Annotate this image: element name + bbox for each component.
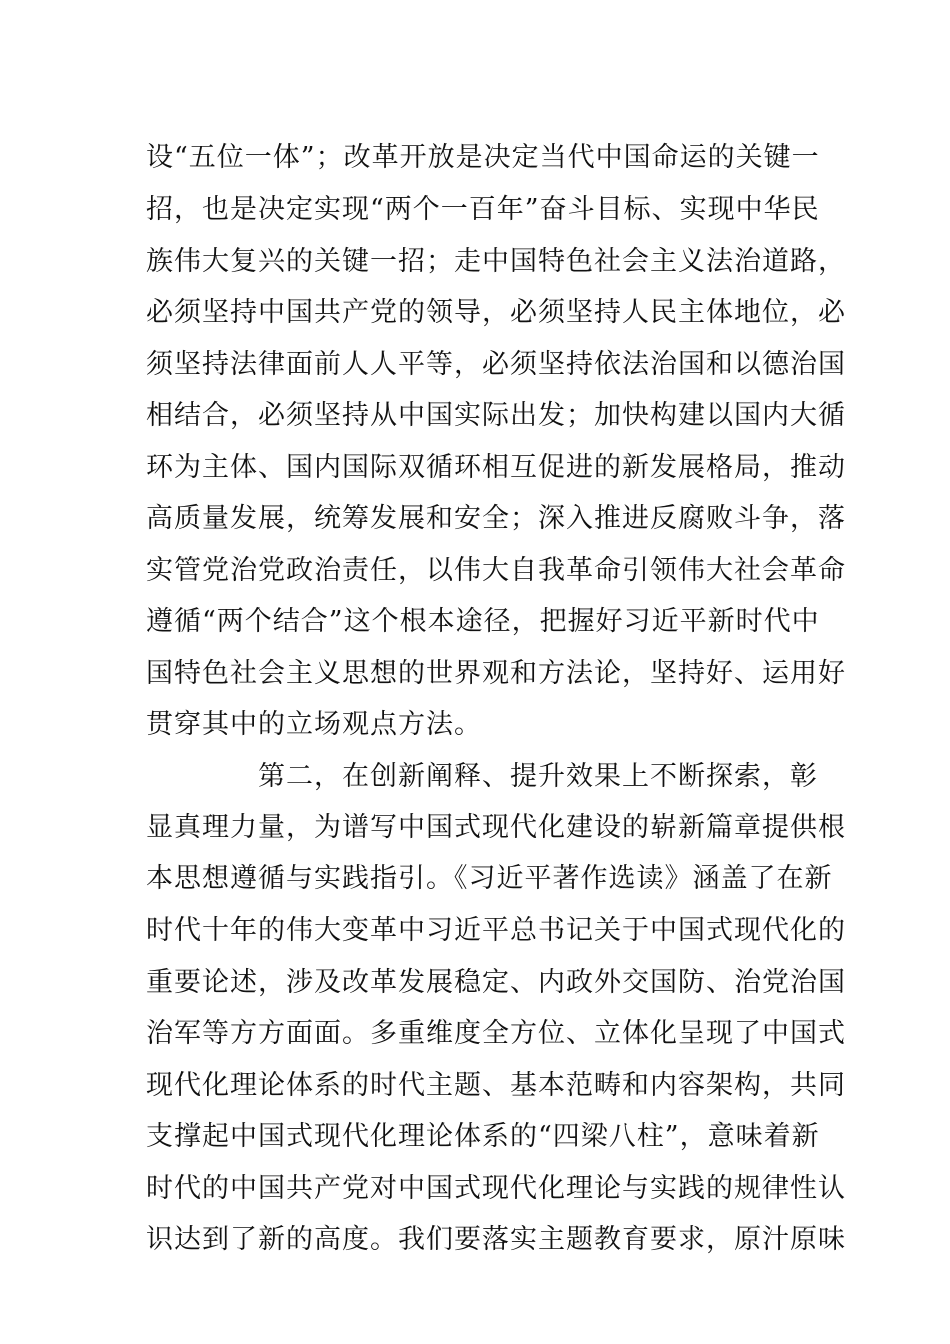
text-line: 必须坚持中国共产党的领导，必须坚持人民主体地位，必 [146,297,846,328]
text-line: 治军等方方面面。多重维度全方位、立体化呈现了中国式 [146,1018,846,1049]
text-line: 环为主体、国内国际双循环相互促进的新发展格局，推动 [146,452,846,483]
text-line: 实管党治党政治责任，以伟大自我革命引领伟大社会革命 [146,555,846,586]
text-line: 招，也是决定实现“两个一百年”奋斗目标、实现中华民 [146,194,820,225]
text-line: 遵循“两个结合”这个根本途径，把握好习近平新时代中 [146,606,820,637]
text-line: 显真理力量，为谱写中国式现代化建设的崭新篇章提供根 [146,812,846,843]
text-line: 时代的中国共产党对中国式现代化理论与实践的规律性认 [146,1173,846,1204]
paragraph-start-line: 第二，在创新阐释、提升效果上不断探索，彰 [258,761,818,792]
text-line: 贯穿其中的立场观点方法。 [146,709,482,740]
text-line: 现代化理论体系的时代主题、基本范畴和内容架构，共同 [146,1070,846,1101]
text-line: 本思想遵循与实践指引。《习近平著作选读》涵盖了在新 [146,863,833,894]
text-line: 重要论述，涉及改革发展稳定、内政外交国防、治党治国 [146,967,846,998]
text-line: 识达到了新的高度。我们要落实主题教育要求，原汁原味 [146,1224,846,1255]
text-line: 时代十年的伟大变革中习近平总书记关于中国式现代化的 [146,915,846,946]
text-line: 须坚持法律面前人人平等，必须坚持依法治国和以德治国 [146,349,846,380]
text-line: 设“五位一体”；改革开放是决定当代中国命运的关键一 [146,142,820,173]
text-line: 支撑起中国式现代化理论体系的“四梁八柱”，意味着新 [146,1121,820,1152]
text-line: 高质量发展，统筹发展和安全；深入推进反腐败斗争，落 [146,503,846,534]
text-line: 族伟大复兴的关键一招；走中国特色社会主义法治道路， [146,246,846,277]
text-line: 相结合，必须坚持从中国实际出发；加快构建以国内大循 [146,400,846,431]
text-line: 国特色社会主义思想的世界观和方法论，坚持好、运用好 [146,658,846,689]
